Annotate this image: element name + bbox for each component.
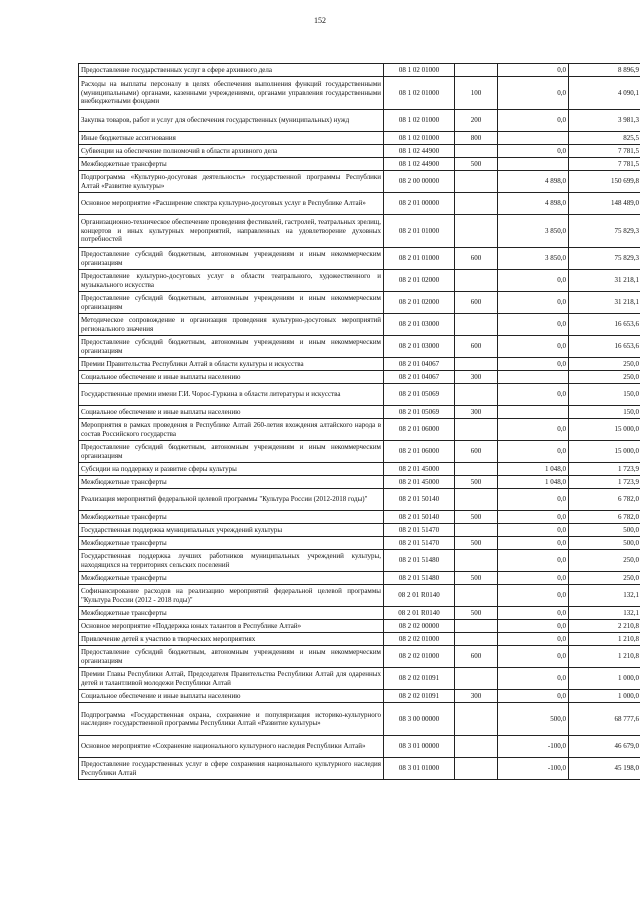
row-code-cell: 08 2 01 45000 bbox=[384, 463, 455, 476]
row-code-cell: 08 2 01 05069 bbox=[384, 384, 455, 406]
row-name-cell: Закупка товаров, работ и услуг для обеспечения государственных (муниципальных) нужд bbox=[79, 110, 384, 132]
row-vr-cell bbox=[455, 668, 498, 690]
table-row bbox=[79, 270, 640, 292]
row-amount-total-cell: 68 777,6 bbox=[569, 703, 640, 736]
row-code-cell: 08 2 01 R0140 bbox=[384, 585, 455, 607]
row-amount-total-cell: 825,5 bbox=[569, 132, 640, 145]
row-amount-total-cell: 148 489,0 bbox=[569, 193, 640, 215]
table-row bbox=[79, 64, 640, 77]
row-code-cell: 08 2 01 04067 bbox=[384, 358, 455, 371]
row-amount-change-cell: 0,0 bbox=[498, 646, 569, 668]
row-amount-total-cell: 1 000,0 bbox=[569, 668, 640, 690]
row-vr-cell bbox=[455, 463, 498, 476]
table-row bbox=[79, 314, 640, 336]
row-amount-change-cell: 0,0 bbox=[498, 572, 569, 585]
row-code-cell: 08 1 02 44900 bbox=[384, 158, 455, 171]
row-amount-change-cell: 0,0 bbox=[498, 441, 569, 463]
row-code-cell: 08 2 01 45000 bbox=[384, 476, 455, 489]
row-code-cell: 08 2 00 00000 bbox=[384, 171, 455, 193]
table-row bbox=[79, 690, 640, 703]
row-name-cell: Предоставление государственных услуг в сфере сохранения национального культурного наследия Республики Алтай bbox=[79, 758, 384, 780]
table-row bbox=[79, 158, 640, 171]
row-amount-total-cell: 6 782,0 bbox=[569, 511, 640, 524]
row-amount-change-cell: 0,0 bbox=[498, 620, 569, 633]
row-amount-change-cell: 0,0 bbox=[498, 607, 569, 620]
row-code-cell: 08 2 02 00000 bbox=[384, 620, 455, 633]
row-name-cell: Субсидии на поддержку и развитие сферы культуры bbox=[79, 463, 384, 476]
row-name-cell: Предоставление субсидий бюджетным, автономным учреждениям и иным некоммерческим организациям bbox=[79, 336, 384, 358]
row-code-cell: 08 1 02 01000 bbox=[384, 110, 455, 132]
row-name-cell: Софинансирование расходов на реализацию мероприятий федеральной целевой программы "Культура России (2012 - 2018 годы)" bbox=[79, 585, 384, 607]
row-name-cell: Предоставление субсидий бюджетным, автономным учреждениям и иным некоммерческим организациям bbox=[79, 292, 384, 314]
table-row bbox=[79, 758, 640, 780]
row-amount-change-cell bbox=[498, 371, 569, 384]
row-name-cell: Основное мероприятие «Сохранение национального культурного наследия Республики Алтай» bbox=[79, 736, 384, 758]
row-amount-total-cell: 500,0 bbox=[569, 537, 640, 550]
row-vr-cell bbox=[455, 215, 498, 248]
row-code-cell: 08 1 02 01000 bbox=[384, 77, 455, 110]
row-amount-change-cell: 0,0 bbox=[498, 585, 569, 607]
row-vr-cell bbox=[455, 358, 498, 371]
page-number: 152 bbox=[314, 16, 326, 25]
row-vr-cell bbox=[455, 270, 498, 292]
row-amount-change-cell: 0,0 bbox=[498, 145, 569, 158]
row-code-cell: 08 3 00 00000 bbox=[384, 703, 455, 736]
row-code-cell: 08 1 02 44900 bbox=[384, 145, 455, 158]
table-row bbox=[79, 646, 640, 668]
row-vr-cell bbox=[455, 585, 498, 607]
row-amount-total-cell: 15 000,0 bbox=[569, 419, 640, 441]
row-vr-cell bbox=[455, 64, 498, 77]
row-amount-change-cell: 0,0 bbox=[498, 489, 569, 511]
row-vr-cell: 600 bbox=[455, 248, 498, 270]
row-name-cell: Межбюджетные трансферты bbox=[79, 158, 384, 171]
table-row bbox=[79, 248, 640, 270]
table-row bbox=[79, 736, 640, 758]
row-code-cell: 08 2 01 50140 bbox=[384, 489, 455, 511]
row-vr-cell bbox=[455, 419, 498, 441]
row-amount-total-cell: 16 653,6 bbox=[569, 336, 640, 358]
table-row bbox=[79, 110, 640, 132]
row-vr-cell bbox=[455, 489, 498, 511]
table-row bbox=[79, 358, 640, 371]
row-vr-cell bbox=[455, 171, 498, 193]
table-row bbox=[79, 292, 640, 314]
row-amount-total-cell: 250,0 bbox=[569, 550, 640, 572]
row-amount-total-cell: 250,0 bbox=[569, 371, 640, 384]
row-amount-total-cell: 31 218,1 bbox=[569, 270, 640, 292]
row-name-cell: Субвенции на обеспечение полномочий в области архивного дела bbox=[79, 145, 384, 158]
row-code-cell: 08 2 01 05069 bbox=[384, 406, 455, 419]
budget-table bbox=[78, 63, 640, 780]
row-amount-change-cell: 0,0 bbox=[498, 668, 569, 690]
row-amount-change-cell bbox=[498, 406, 569, 419]
table-row bbox=[79, 132, 640, 145]
table-row bbox=[79, 489, 640, 511]
row-name-cell: Иные бюджетные ассигнования bbox=[79, 132, 384, 145]
row-code-cell: 08 2 01 06000 bbox=[384, 419, 455, 441]
row-name-cell: Социальное обеспечение и иные выплаты населению bbox=[79, 371, 384, 384]
row-amount-total-cell: 46 679,0 bbox=[569, 736, 640, 758]
row-amount-total-cell: 75 829,3 bbox=[569, 248, 640, 270]
table-row bbox=[79, 441, 640, 463]
row-amount-total-cell: 1 210,8 bbox=[569, 646, 640, 668]
row-code-cell: 08 2 01 02000 bbox=[384, 270, 455, 292]
table-row bbox=[79, 171, 640, 193]
row-amount-change-cell bbox=[498, 158, 569, 171]
table-row bbox=[79, 419, 640, 441]
row-vr-cell bbox=[455, 145, 498, 158]
table-row bbox=[79, 633, 640, 646]
row-vr-cell: 300 bbox=[455, 406, 498, 419]
row-amount-change-cell: -100,0 bbox=[498, 736, 569, 758]
row-vr-cell: 800 bbox=[455, 132, 498, 145]
row-code-cell: 08 2 02 01091 bbox=[384, 668, 455, 690]
row-name-cell: Расходы на выплаты персоналу в целях обеспечения выполнения функций государственными (муниципальными) органами, казенными учреждениями, органами управления государственными внебюджетными фондами bbox=[79, 77, 384, 110]
row-amount-change-cell: 0,0 bbox=[498, 336, 569, 358]
row-amount-change-cell: -100,0 bbox=[498, 758, 569, 780]
row-vr-cell: 500 bbox=[455, 511, 498, 524]
row-name-cell: Межбюджетные трансферты bbox=[79, 607, 384, 620]
row-amount-total-cell: 4 090,1 bbox=[569, 77, 640, 110]
row-amount-total-cell: 31 218,1 bbox=[569, 292, 640, 314]
row-name-cell: Подпрограмма «Государственная охрана, сохранение и популяризация историко-культурного наследия» государственной программы Республики Алтай «Развитие культуры» bbox=[79, 703, 384, 736]
row-code-cell: 08 2 02 01091 bbox=[384, 690, 455, 703]
row-code-cell: 08 3 01 01000 bbox=[384, 758, 455, 780]
table-row bbox=[79, 77, 640, 110]
row-amount-change-cell: 0,0 bbox=[498, 314, 569, 336]
row-name-cell: Премии Правительства Республики Алтай в области культуры и искусства bbox=[79, 358, 384, 371]
row-amount-change-cell bbox=[498, 132, 569, 145]
row-code-cell: 08 2 02 01000 bbox=[384, 633, 455, 646]
row-name-cell: Мероприятия в рамках проведения в Республике Алтай 260-летия вхождения алтайского народа в состав Российского государства bbox=[79, 419, 384, 441]
row-amount-total-cell: 2 210,8 bbox=[569, 620, 640, 633]
row-name-cell: Подпрограмма «Культурно-досуговая деятельность» государственной программы Республики Алтай «Развитие культуры» bbox=[79, 171, 384, 193]
row-name-cell: Основное мероприятие «Расширение спектра культурно-досуговых услуг в Республике Алтай» bbox=[79, 193, 384, 215]
row-vr-cell bbox=[455, 314, 498, 336]
row-amount-change-cell: 0,0 bbox=[498, 384, 569, 406]
row-vr-cell bbox=[455, 384, 498, 406]
row-vr-cell: 500 bbox=[455, 572, 498, 585]
row-code-cell: 08 2 01 51470 bbox=[384, 524, 455, 537]
row-amount-total-cell: 150,0 bbox=[569, 384, 640, 406]
row-amount-change-cell: 0,0 bbox=[498, 419, 569, 441]
row-vr-cell: 600 bbox=[455, 292, 498, 314]
row-vr-cell: 300 bbox=[455, 690, 498, 703]
row-amount-total-cell: 150,0 bbox=[569, 406, 640, 419]
row-name-cell: Предоставление субсидий бюджетным, автономным учреждениям и иным некоммерческим организациям bbox=[79, 441, 384, 463]
row-amount-change-cell: 3 850,0 bbox=[498, 215, 569, 248]
row-name-cell: Государственная поддержка лучших работников муниципальных учреждений культуры, находящихся на территориях сельских поселений bbox=[79, 550, 384, 572]
row-amount-total-cell: 250,0 bbox=[569, 572, 640, 585]
row-code-cell: 08 2 01 00000 bbox=[384, 193, 455, 215]
row-name-cell: Социальное обеспечение и иные выплаты населению bbox=[79, 690, 384, 703]
table-row bbox=[79, 572, 640, 585]
row-name-cell: Предоставление государственных услуг в сфере архивного дела bbox=[79, 64, 384, 77]
row-amount-total-cell: 1 723,9 bbox=[569, 463, 640, 476]
row-code-cell: 08 2 01 04067 bbox=[384, 371, 455, 384]
row-name-cell: Межбюджетные трансферты bbox=[79, 511, 384, 524]
row-vr-cell: 600 bbox=[455, 441, 498, 463]
row-vr-cell: 600 bbox=[455, 336, 498, 358]
row-amount-change-cell: 0,0 bbox=[498, 537, 569, 550]
row-vr-cell bbox=[455, 524, 498, 537]
table-row bbox=[79, 463, 640, 476]
row-vr-cell: 500 bbox=[455, 158, 498, 171]
row-code-cell: 08 2 01 06000 bbox=[384, 441, 455, 463]
row-amount-change-cell: 0,0 bbox=[498, 270, 569, 292]
row-amount-change-cell: 500,0 bbox=[498, 703, 569, 736]
row-vr-cell bbox=[455, 550, 498, 572]
row-name-cell: Предоставление субсидий бюджетным, автономным учреждениям и иным некоммерческим организациям bbox=[79, 248, 384, 270]
row-name-cell: Привлечение детей к участию в творческих мероприятиях bbox=[79, 633, 384, 646]
row-amount-change-cell: 0,0 bbox=[498, 511, 569, 524]
row-name-cell: Государственная поддержка муниципальных учреждений культуры bbox=[79, 524, 384, 537]
row-amount-total-cell: 45 198,0 bbox=[569, 758, 640, 780]
row-amount-change-cell: 0,0 bbox=[498, 633, 569, 646]
row-vr-cell bbox=[455, 703, 498, 736]
row-vr-cell: 600 bbox=[455, 646, 498, 668]
row-amount-change-cell: 0,0 bbox=[498, 77, 569, 110]
row-code-cell: 08 2 02 01000 bbox=[384, 646, 455, 668]
table-row bbox=[79, 215, 640, 248]
table-row bbox=[79, 511, 640, 524]
row-amount-total-cell: 6 782,0 bbox=[569, 489, 640, 511]
table-row bbox=[79, 585, 640, 607]
row-code-cell: 08 1 02 01000 bbox=[384, 64, 455, 77]
row-amount-total-cell: 1 000,0 bbox=[569, 690, 640, 703]
row-amount-change-cell: 4 898,0 bbox=[498, 193, 569, 215]
row-code-cell: 08 2 01 51470 bbox=[384, 537, 455, 550]
row-vr-cell: 500 bbox=[455, 607, 498, 620]
row-amount-total-cell: 16 653,6 bbox=[569, 314, 640, 336]
row-name-cell: Государственные премии имени Г.И. Чорос-Гуркина в области литературы и искусства bbox=[79, 384, 384, 406]
row-code-cell: 08 2 01 01000 bbox=[384, 215, 455, 248]
row-vr-cell bbox=[455, 193, 498, 215]
row-name-cell: Межбюджетные трансферты bbox=[79, 572, 384, 585]
row-amount-total-cell: 250,0 bbox=[569, 358, 640, 371]
row-code-cell: 08 2 01 51480 bbox=[384, 572, 455, 585]
row-amount-total-cell: 3 981,3 bbox=[569, 110, 640, 132]
table-row bbox=[79, 524, 640, 537]
table-row bbox=[79, 145, 640, 158]
row-amount-change-cell: 0,0 bbox=[498, 358, 569, 371]
row-amount-change-cell: 0,0 bbox=[498, 292, 569, 314]
row-amount-change-cell: 0,0 bbox=[498, 550, 569, 572]
row-name-cell: Межбюджетные трансферты bbox=[79, 537, 384, 550]
row-vr-cell: 500 bbox=[455, 476, 498, 489]
row-name-cell: Социальное обеспечение и иные выплаты населению bbox=[79, 406, 384, 419]
row-amount-change-cell: 3 850,0 bbox=[498, 248, 569, 270]
row-name-cell: Премии Главы Республики Алтай, Председателя Правительства Республики Алтай для одаренных детей и талантливой молодежи Республики Алтай bbox=[79, 668, 384, 690]
row-code-cell: 08 2 01 03000 bbox=[384, 336, 455, 358]
row-name-cell: Предоставление культурно-досуговых услуг в области театрального, художественного и музыкального искусства bbox=[79, 270, 384, 292]
row-amount-change-cell: 0,0 bbox=[498, 524, 569, 537]
row-code-cell: 08 2 01 51480 bbox=[384, 550, 455, 572]
row-name-cell: Предоставление субсидий бюджетным, автономным учреждениям и иным некоммерческим организациям bbox=[79, 646, 384, 668]
table-row bbox=[79, 537, 640, 550]
table-row bbox=[79, 193, 640, 215]
table-row bbox=[79, 668, 640, 690]
row-amount-total-cell: 132,1 bbox=[569, 585, 640, 607]
row-amount-total-cell: 500,0 bbox=[569, 524, 640, 537]
row-amount-total-cell: 7 781,5 bbox=[569, 145, 640, 158]
table-row bbox=[79, 476, 640, 489]
row-amount-total-cell: 1 210,8 bbox=[569, 633, 640, 646]
row-vr-cell bbox=[455, 736, 498, 758]
row-amount-total-cell: 150 699,8 bbox=[569, 171, 640, 193]
row-amount-change-cell: 4 898,0 bbox=[498, 171, 569, 193]
row-amount-total-cell: 8 896,9 bbox=[569, 64, 640, 77]
row-amount-change-cell: 0,0 bbox=[498, 690, 569, 703]
row-amount-change-cell: 0,0 bbox=[498, 64, 569, 77]
row-amount-total-cell: 7 781,5 bbox=[569, 158, 640, 171]
row-amount-change-cell: 0,0 bbox=[498, 110, 569, 132]
table-row bbox=[79, 620, 640, 633]
table-row bbox=[79, 371, 640, 384]
table-row bbox=[79, 384, 640, 406]
budget-table-body bbox=[79, 64, 640, 780]
row-amount-total-cell: 75 829,3 bbox=[569, 215, 640, 248]
table-row bbox=[79, 406, 640, 419]
row-code-cell: 08 2 01 02000 bbox=[384, 292, 455, 314]
row-amount-total-cell: 15 000,0 bbox=[569, 441, 640, 463]
row-name-cell: Основное мероприятие «Поддержка юных талантов в Республике Алтай» bbox=[79, 620, 384, 633]
row-vr-cell: 100 bbox=[455, 77, 498, 110]
row-name-cell: Межбюджетные трансферты bbox=[79, 476, 384, 489]
row-amount-change-cell: 1 048,0 bbox=[498, 463, 569, 476]
row-vr-cell bbox=[455, 633, 498, 646]
row-code-cell: 08 2 01 03000 bbox=[384, 314, 455, 336]
row-name-cell: Реализация мероприятий федеральной целевой программы "Культура России (2012-2018 годы)" bbox=[79, 489, 384, 511]
table-row bbox=[79, 703, 640, 736]
row-code-cell: 08 1 02 01000 bbox=[384, 132, 455, 145]
row-name-cell: Организационно-техническое обеспечение проведения фестивалей, гастролей, театральных зрелищ, концертов и иных культурных мероприятий, направленных на удовлетворение духовных потребностей bbox=[79, 215, 384, 248]
row-vr-cell bbox=[455, 620, 498, 633]
row-code-cell: 08 2 01 R0140 bbox=[384, 607, 455, 620]
table-row bbox=[79, 550, 640, 572]
row-vr-cell: 300 bbox=[455, 371, 498, 384]
row-vr-cell bbox=[455, 758, 498, 780]
row-amount-total-cell: 132,1 bbox=[569, 607, 640, 620]
row-name-cell: Методическое сопровождение и организация проведения культурно-досуговых мероприятий регионального значения bbox=[79, 314, 384, 336]
row-vr-cell: 500 bbox=[455, 537, 498, 550]
row-vr-cell: 200 bbox=[455, 110, 498, 132]
row-code-cell: 08 3 01 00000 bbox=[384, 736, 455, 758]
row-amount-change-cell: 1 048,0 bbox=[498, 476, 569, 489]
table-row bbox=[79, 336, 640, 358]
table-row bbox=[79, 607, 640, 620]
row-amount-total-cell: 1 723,9 bbox=[569, 476, 640, 489]
row-code-cell: 08 2 01 01000 bbox=[384, 248, 455, 270]
row-code-cell: 08 2 01 50140 bbox=[384, 511, 455, 524]
